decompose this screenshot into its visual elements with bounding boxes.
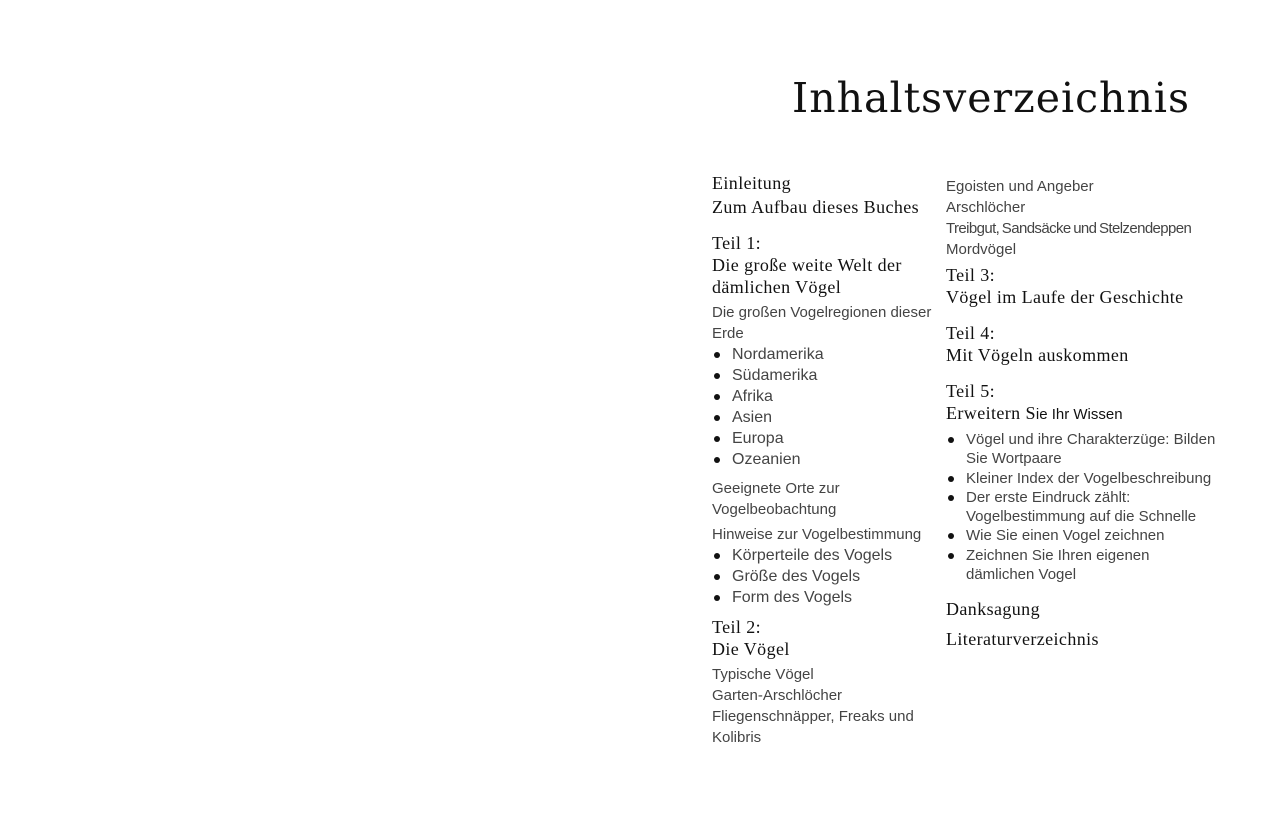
list-item: Der erste Eindruck zählt: Vogelbestimmung auf die Schnelle bbox=[946, 488, 1216, 527]
list-item: Asien bbox=[712, 407, 932, 428]
toc-regions-intro: Die großen Vogelregionen dieser Erde bbox=[712, 304, 932, 342]
toc-page bbox=[640, 0, 1280, 837]
hinweise-list bbox=[712, 545, 932, 608]
regions-list bbox=[712, 344, 932, 470]
toc-einleitung: Einleitung bbox=[712, 173, 791, 193]
toc-column-right bbox=[946, 172, 1216, 650]
list-item: Ozeanien bbox=[712, 449, 932, 470]
toc-teil2-item: Egoisten und Angeber bbox=[946, 178, 1094, 195]
list-item: Form des Vogels bbox=[712, 587, 932, 608]
toc-teil2-heading: Die Vögel bbox=[712, 639, 790, 659]
list-item: Nordamerika bbox=[712, 344, 932, 365]
list-item: Zeichnen Sie Ihren eigenen dämlichen Vogel bbox=[946, 546, 1216, 585]
toc-hinweise: Hinweise zur Vogelbestimmung bbox=[712, 526, 922, 543]
toc-teil2-item: Arschlöcher bbox=[946, 199, 1026, 216]
toc-teil4-heading: Mit Vögeln auskommen bbox=[946, 345, 1129, 365]
toc-orte: Geeignete Orte zur Vogelbeobachtung bbox=[712, 480, 840, 518]
toc-teil5-heading-serif: Erweitern S bbox=[946, 403, 1036, 423]
toc-teil5-label: Teil 5: bbox=[946, 381, 996, 401]
toc-danksagung: Danksagung bbox=[946, 599, 1040, 620]
toc-literatur: Literaturverzeichnis bbox=[946, 629, 1099, 650]
toc-teil4-label: Teil 4: bbox=[946, 323, 996, 343]
toc-teil1-heading-1: Die große weite Welt der bbox=[712, 255, 902, 275]
page-title: Inhaltsverzeichnis bbox=[792, 74, 1191, 122]
toc-teil2-item: Garten-Arschlöcher bbox=[712, 687, 843, 704]
list-item: Kleiner Index der Vogelbeschreibung bbox=[946, 469, 1216, 488]
list-item: Vögel und ihre Charakterzüge: Bilden Sie Wortpaare bbox=[946, 430, 1216, 469]
toc-teil3-label: Teil 3: bbox=[946, 265, 996, 285]
toc-teil2-label: Teil 2: bbox=[712, 617, 762, 637]
toc-teil3-heading: Vögel im Laufe der Geschichte bbox=[946, 287, 1184, 307]
toc-teil5-heading-sans: ie Ihr Wissen bbox=[1035, 406, 1123, 423]
list-item: Südamerika bbox=[712, 365, 932, 386]
toc-teil1-heading-2: dämlichen Vögel bbox=[712, 277, 842, 297]
toc-zum-aufbau: Zum Aufbau dieses Buches bbox=[712, 197, 920, 217]
toc-teil2-item: Typische Vögel bbox=[712, 666, 814, 683]
list-item: Größe des Vogels bbox=[712, 566, 932, 587]
list-item: Afrika bbox=[712, 386, 932, 407]
list-item: Europa bbox=[712, 428, 932, 449]
toc-teil2-item: Treibgut, Sandsäcke und Stelzendeppen bbox=[946, 220, 1192, 237]
toc-column-left bbox=[712, 172, 932, 748]
teil5-list bbox=[946, 430, 1216, 584]
toc-teil2-item: Mordvögel bbox=[946, 241, 1017, 258]
list-item: Körperteile des Vogels bbox=[712, 545, 932, 566]
list-item: Wie Sie einen Vogel zeichnen bbox=[946, 526, 1216, 545]
toc-teil1-label: Teil 1: bbox=[712, 233, 762, 253]
toc-teil5-heading bbox=[946, 402, 1216, 426]
toc-teil2-item: Fliegenschnäpper, Freaks und Kolibris bbox=[712, 708, 914, 746]
